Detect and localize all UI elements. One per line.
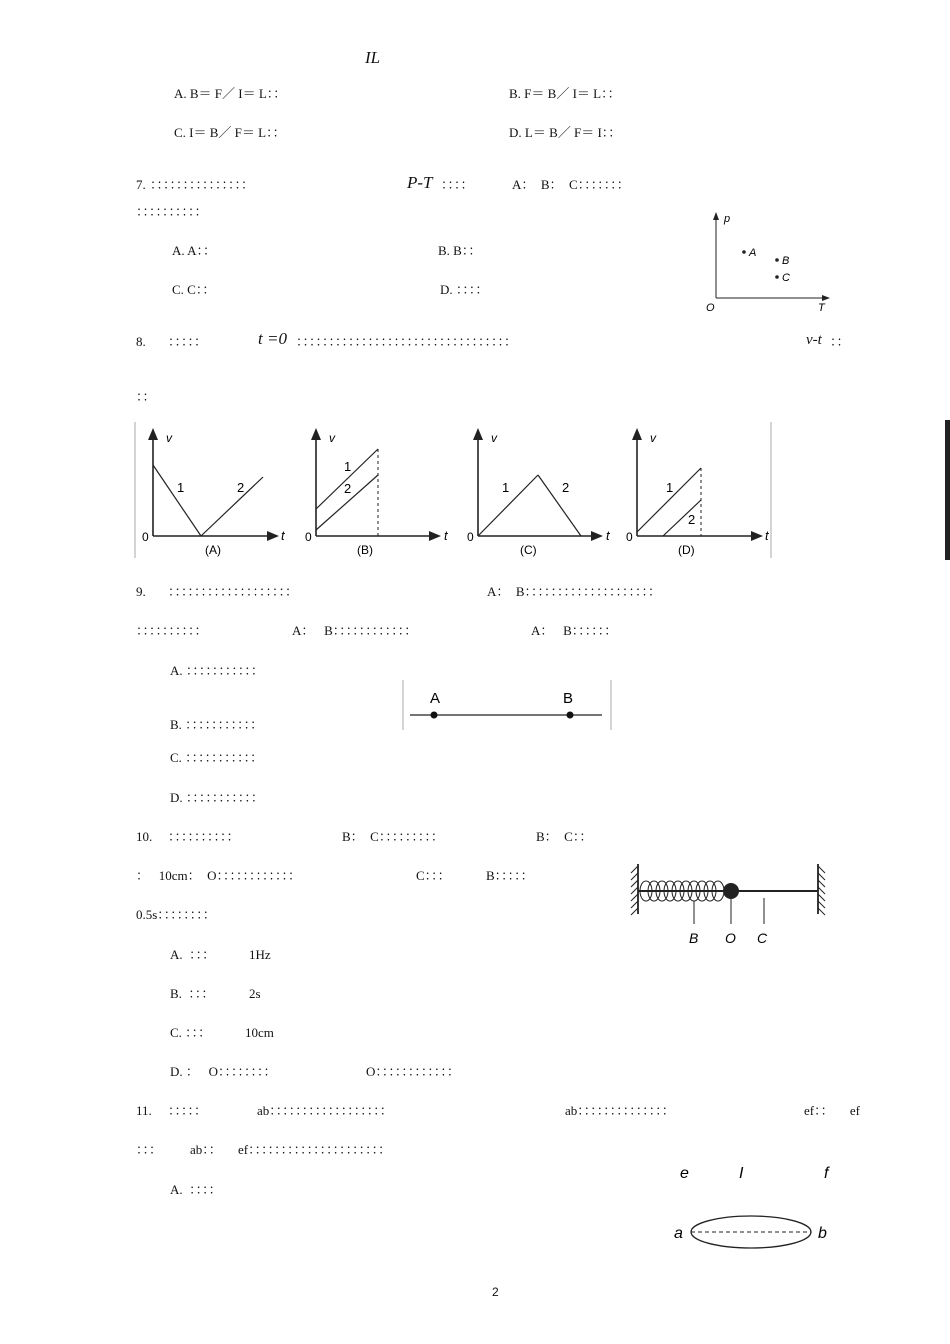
q10-text-b: B： C：：：：：：：：： (342, 829, 444, 844)
q7-t-label: T (818, 302, 825, 314)
q9-label-b: B (563, 690, 574, 707)
svg-text:0: 0 (142, 530, 149, 544)
svg-text:1: 1 (177, 480, 185, 495)
q9-line2-c: A： B：：：：：： (531, 623, 618, 638)
q10-option-c-label: C. ：：： (170, 1025, 212, 1040)
q7-text-line2: ：：：：：：：：：： (136, 204, 208, 219)
q7-point-a-label: A (749, 247, 757, 259)
q11-line2-b: ab：： ef：：：：：：：：：：：：：：：：：：：：： (190, 1142, 392, 1157)
q10-ball (723, 883, 739, 899)
q11-text-c: ab：：：：：：：：：：：：：： (565, 1103, 675, 1118)
q11-text-a: ：：：：： (168, 1103, 208, 1118)
q8-vt-graphs (133, 420, 778, 560)
q7-p-label: p (724, 213, 731, 225)
q10-line2-b: C：：： (416, 868, 451, 883)
q8-a-line1 (153, 465, 201, 536)
q9-figure (400, 678, 616, 734)
q10-option-b-value: 2s (249, 986, 261, 1001)
q11-figure (668, 1158, 848, 1258)
q10-line3: 0.5s：：：：：：：： (136, 907, 216, 922)
q10-option-a-value: 1Hz (249, 947, 271, 962)
q9-point-a (431, 712, 438, 719)
fraction-denominator: IL (365, 48, 381, 67)
q7-point-a (742, 250, 746, 254)
q10-label-b: B (689, 930, 699, 946)
q10-line2-a: ： 10cm： O：：：：：：：：：：：： (136, 868, 302, 883)
q11-text-b: ab：：：：：：：：：：：：：：：：：： (257, 1103, 393, 1118)
edge-mark (945, 420, 950, 560)
q7-point-b-label: B (782, 255, 790, 267)
q7-option-c: C. C：： (172, 282, 216, 297)
svg-text:1: 1 (502, 480, 510, 495)
q9-option-d: D. ：：：：：：：：：：： (170, 790, 264, 805)
q10-text-a: ：：：：：：：：：： (168, 829, 240, 844)
q6-option-d: D. L＝ B／ F＝ I：： (509, 125, 622, 140)
q11-label-b: b (818, 1225, 827, 1242)
q9-text-b: A： B：：：：：：：：：：：：：：：：：：：： (487, 584, 662, 599)
q8-vt: v-t (806, 332, 822, 348)
svg-text:2: 2 (344, 481, 352, 496)
q7-axis-label: P-T (407, 173, 433, 192)
svg-text:(B): (B) (357, 543, 373, 557)
q8-time-zero: t =0 (258, 329, 287, 348)
q10-line2-c: B：：：：： (486, 868, 534, 883)
q6-option-a: A. B＝ F／ I＝ L：： (174, 86, 287, 101)
q11-label-i: I (739, 1165, 744, 1182)
q9-option-a: A. ：：：：：：：：：：： (170, 663, 264, 678)
q10-option-d-a: D. ： O：：：：：：：： (170, 1064, 277, 1079)
q6-option-c: C. I＝ B／ F＝ L：： (174, 125, 286, 140)
q10-option-a-label: A. ：：： (170, 947, 216, 962)
q9-point-b (567, 712, 574, 719)
q8-number: 8. (136, 334, 146, 349)
q8-text-b: ：：：：：：：：：：：：：：：：：：：：：：：：：：：：：：：：： (296, 334, 518, 349)
svg-text:0: 0 (626, 530, 633, 544)
q8-text-a: ：：：：： (168, 334, 208, 349)
q8-text-c: ：： (830, 334, 850, 349)
q7-p-arrow (713, 212, 719, 220)
q7-point-c-label: C (782, 272, 790, 284)
q9-text-a: ：：：：：：：：：：：：：：：：：：： (168, 584, 299, 599)
q8-graph-b (305, 428, 449, 557)
page-number: 2 (492, 1285, 499, 1299)
svg-text:1: 1 (344, 459, 352, 474)
q8-b-line1 (316, 449, 378, 509)
q7-option-a: A. A：： (172, 243, 217, 258)
svg-text:v: v (166, 431, 172, 445)
q7-option-d: D. ：：：： (440, 282, 489, 297)
q8-graph-d (626, 428, 770, 557)
q11-number: 11. (136, 1103, 152, 1118)
svg-text:0: 0 (467, 530, 474, 544)
svg-text:t: t (444, 528, 448, 543)
q11-label-a: a (674, 1225, 683, 1242)
q7-point-b (775, 258, 779, 262)
q9-option-c: C. ：：：：：：：：：：： (170, 750, 264, 765)
svg-text:2: 2 (562, 480, 570, 495)
q7-option-b: B. B：： (438, 243, 482, 258)
q7-t-arrow (822, 295, 830, 301)
q10-number: 10. (136, 829, 153, 844)
q8-c-line2 (538, 475, 581, 536)
q10-option-c-value: 10cm (245, 1025, 274, 1040)
q10-option-b-label: B. ：：： (170, 986, 215, 1001)
q11-line2-a: ：：： (136, 1142, 163, 1157)
svg-text:t: t (765, 528, 769, 543)
q11-label-f: f (824, 1165, 829, 1182)
q7-text-b: ：：：： (441, 177, 474, 192)
q10-text-c: B： C：： (536, 829, 593, 844)
svg-text:t: t (606, 528, 610, 543)
svg-text:2: 2 (237, 480, 245, 495)
q8-d-line2 (663, 500, 701, 536)
svg-text:(C): (C) (520, 543, 537, 557)
q7-text-a: ：：：：：：：：：：：：：：： (150, 177, 255, 192)
q10-label-o: O (725, 930, 736, 946)
q10-spring-figure (628, 858, 830, 948)
q7-text-c: A： B： C：：：：：：： (512, 177, 630, 192)
q11-option-a: A. ：：：： (170, 1182, 222, 1197)
q7-pt-graph (700, 210, 840, 320)
q11-text-d: ef：： ef (804, 1103, 860, 1118)
q8-graph-a (142, 428, 286, 557)
q7-point-c (775, 275, 779, 279)
q9-label-a: A (430, 690, 441, 707)
svg-text:v: v (491, 431, 497, 445)
q8-text-line2: ：： (136, 389, 156, 404)
svg-text:(D): (D) (678, 543, 695, 557)
svg-text:0: 0 (305, 530, 312, 544)
svg-text:v: v (329, 431, 335, 445)
q7-origin-label: O (706, 302, 715, 314)
q10-label-c: C (757, 930, 768, 946)
q8-graph-c (467, 428, 611, 557)
svg-text:(A): (A) (205, 543, 221, 557)
q9-line2-a: ：：：：：：：：：： (136, 623, 208, 638)
q11-label-e: e (680, 1165, 689, 1182)
q10-option-d-b: O：：：：：：：：：：：： (366, 1064, 460, 1079)
q7-number: 7. (136, 177, 146, 192)
q9-number: 9. (136, 584, 146, 599)
svg-text:1: 1 (666, 480, 674, 495)
q6-option-b: B. F＝ B／ I＝ L：： (509, 86, 621, 101)
svg-text:2: 2 (688, 512, 696, 527)
svg-text:t: t (281, 528, 285, 543)
q9-option-b: B. ：：：：：：：：：：： (170, 717, 264, 732)
svg-text:v: v (650, 431, 656, 445)
q8-a-line2 (201, 477, 263, 536)
q9-line2-b: A： B：：：：：：：：：：：： (292, 623, 418, 638)
